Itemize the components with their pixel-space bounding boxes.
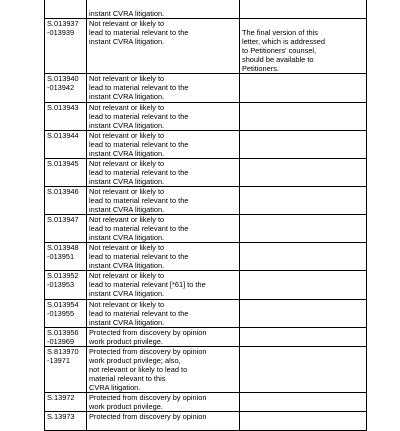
bates-number-line: S.013952 (47, 271, 79, 281)
bates-number-line: S.13972 (47, 392, 75, 402)
objection-line (89, 55, 237, 64)
notes-line (242, 187, 364, 196)
bates-number-cell (45, 0, 87, 19)
objection-line: lead to material relevant to the (89, 224, 189, 234)
notes-cell (240, 19, 367, 74)
notes-cell (240, 215, 367, 243)
bates-number-line: -013939 (47, 28, 75, 38)
objection-cell (87, 327, 240, 346)
objection-line (89, 421, 237, 430)
objection-cell (87, 158, 240, 186)
bates-number-line: S.013956 (47, 327, 79, 337)
bates-number-line: S.013940 (47, 74, 79, 84)
objection-cell (87, 19, 240, 74)
notes-line: letter, which is addressed (242, 37, 325, 47)
notes-line (242, 159, 364, 168)
bates-number-line (47, 205, 84, 214)
notes-line (242, 328, 364, 337)
bates-number-line (47, 140, 84, 149)
objection-line: Protected from discovery by opinion (89, 346, 207, 356)
bates-number-line (47, 92, 84, 101)
bates-number-line: S.013947 (47, 215, 79, 225)
bates-number-line (47, 365, 84, 374)
objection-cell (87, 74, 240, 102)
bates-number-line: -013951 (47, 252, 75, 262)
objection-line: Protected from discovery by opinion (89, 327, 207, 337)
objection-line: instant CVRA litigation. (89, 37, 165, 47)
table-row (45, 102, 367, 130)
objection-line: lead to material relevant to the (89, 195, 189, 205)
notes-line (242, 92, 364, 101)
bates-number-cell (45, 215, 87, 243)
table-row (45, 243, 367, 271)
bates-number-cell (45, 299, 87, 327)
table-row (45, 271, 367, 299)
bates-number-line (47, 46, 84, 55)
table-row (45, 215, 367, 243)
bates-number-line (47, 374, 84, 383)
objection-cell (87, 346, 240, 392)
bates-number-line (47, 149, 84, 158)
table-row (45, 392, 367, 411)
bates-number-line (47, 37, 84, 46)
objection-line: Not relevant or likely to (89, 271, 165, 281)
bates-number-line: -013955 (47, 308, 75, 318)
bates-number-line: S.013943 (47, 102, 79, 112)
objection-cell (87, 102, 240, 130)
objection-line: not relevant or likely to lead to (89, 364, 188, 374)
notes-line (242, 356, 364, 365)
bates-number-line (47, 0, 84, 9)
notes-line (242, 383, 364, 392)
bates-number-line: S.013946 (47, 186, 79, 196)
notes-line: to Petitioners' counsel, (242, 46, 317, 56)
bates-number-line: -013942 (47, 83, 75, 93)
bates-number-line (47, 55, 84, 64)
notes-cell (240, 186, 367, 214)
objection-line: lead to material relevant to the (89, 83, 189, 93)
notes-line (242, 318, 364, 327)
objection-line: lead to material relevant to the (89, 139, 189, 149)
notes-line (242, 83, 364, 92)
notes-line (242, 74, 364, 83)
table-row (45, 412, 367, 431)
objection-line: lead to material relevant to the (89, 167, 189, 177)
notes-line (242, 393, 364, 402)
notes-cell (240, 158, 367, 186)
table-row (45, 299, 367, 327)
notes-line (242, 252, 364, 261)
bates-number-line: S.013937 (47, 19, 79, 29)
bates-number-line: -13971 (47, 355, 71, 365)
bates-number-line: S.013954 (47, 299, 79, 309)
objection-line: Protected from discovery by opinion (89, 392, 207, 402)
notes-line (242, 121, 364, 130)
bates-number-line: -013969 (47, 336, 75, 346)
objection-cell (87, 186, 240, 214)
objection-line: instant CVRA litigation. (89, 233, 165, 243)
bates-number-line: S.013948 (47, 243, 79, 253)
notes-cell (240, 327, 367, 346)
notes-line: should be available to (242, 55, 314, 65)
notes-line (242, 131, 364, 140)
notes-line (242, 149, 364, 158)
bates-number-line: S.013945 (47, 158, 79, 168)
objection-line: work product privilege; also, (89, 355, 181, 365)
objection-cell (87, 412, 240, 431)
notes-line (242, 289, 364, 298)
objection-line (89, 0, 237, 9)
objection-cell (87, 271, 240, 299)
notes-line (242, 9, 364, 18)
objection-line: lead to material relevant to the (89, 308, 189, 318)
objection-cell (87, 299, 240, 327)
notes-line (242, 0, 364, 9)
bates-number-cell (45, 392, 87, 411)
objection-cell (87, 130, 240, 158)
objection-line: Not relevant or likely to (89, 102, 165, 112)
bates-number-line (47, 64, 84, 73)
notes-cell (240, 243, 367, 271)
objection-line: lead to material relevant [*61] to the (89, 280, 206, 290)
bates-number-line (47, 168, 84, 177)
objection-line: material relevant to this (89, 373, 166, 383)
bates-number-line: -013953 (47, 280, 75, 290)
objection-line: Not relevant or likely to (89, 299, 165, 309)
objection-line: Not relevant or likely to (89, 215, 165, 225)
notes-line (242, 215, 364, 224)
notes-line (242, 421, 364, 430)
notes-cell (240, 346, 367, 392)
objection-line: instant CVRA litigation. (89, 205, 165, 215)
objection-line (89, 46, 237, 55)
bates-number-cell (45, 412, 87, 431)
bates-number-line (47, 402, 84, 411)
notes-cell (240, 102, 367, 130)
bates-number-line (47, 289, 84, 298)
notes-cell (240, 74, 367, 102)
bates-number-line (47, 421, 84, 430)
objection-line: instant CVRA litigation. (89, 317, 165, 327)
objection-line: instant CVRA litigation. (89, 176, 165, 186)
notes-line (242, 337, 364, 346)
objection-line: work product privilege. (89, 336, 163, 346)
objection-cell (87, 243, 240, 271)
notes-cell (240, 412, 367, 431)
bates-number-cell (45, 327, 87, 346)
table-row (45, 186, 367, 214)
notes-cell (240, 299, 367, 327)
objection-cell (87, 215, 240, 243)
privilege-log-table (44, 0, 367, 431)
table-row (45, 0, 367, 19)
bates-number-line (47, 383, 84, 392)
notes-line (242, 233, 364, 242)
notes-line (242, 19, 364, 28)
bates-number-cell (45, 130, 87, 158)
objection-line: Not relevant or likely to (89, 186, 165, 196)
objection-line: instant CVRA litigation. (89, 120, 165, 130)
objection-line: lead to material relevant to the (89, 111, 189, 121)
bates-number-cell (45, 243, 87, 271)
table-row (45, 158, 367, 186)
notes-line (242, 271, 364, 280)
notes-line (242, 347, 364, 356)
bates-number-line: S.13973 (47, 412, 75, 422)
bates-number-cell (45, 346, 87, 392)
objection-cell (87, 392, 240, 411)
objection-line: Not relevant or likely to (89, 243, 165, 253)
notes-line (242, 177, 364, 186)
bates-number-cell (45, 102, 87, 130)
bates-number-cell (45, 158, 87, 186)
notes-cell (240, 392, 367, 411)
notes-cell (240, 130, 367, 158)
notes-line (242, 412, 364, 421)
notes-line (242, 224, 364, 233)
notes-line (242, 243, 364, 252)
objection-line: instant CVRA litigation. (89, 92, 165, 102)
table-row (45, 74, 367, 102)
notes-line (242, 103, 364, 112)
bates-number-line (47, 261, 84, 270)
bates-number-cell (45, 74, 87, 102)
notes-line (242, 374, 364, 383)
bates-number-cell (45, 271, 87, 299)
notes-line: Petitioners. (242, 64, 279, 74)
objection-line: instant CVRA litigation. (89, 148, 165, 158)
notes-line (242, 196, 364, 205)
notes-line (242, 300, 364, 309)
bates-number-line (47, 112, 84, 121)
bates-number-line (47, 233, 84, 242)
notes-line (242, 140, 364, 149)
notes-line (242, 112, 364, 121)
objection-line: Not relevant or likely to (89, 74, 165, 84)
notes-line (242, 309, 364, 318)
privilege-log-rows (45, 0, 367, 431)
notes-cell (240, 271, 367, 299)
objection-line: work product privilege. (89, 402, 163, 412)
objection-line: instant CVRA litigation. (89, 261, 165, 271)
table-row (45, 346, 367, 392)
notes-line (242, 280, 364, 289)
objection-cell (87, 0, 240, 19)
bates-number-line (47, 318, 84, 327)
objection-line: instant CVRA litigation. (89, 289, 165, 299)
notes-cell (240, 0, 367, 19)
table-row (45, 327, 367, 346)
bates-number-line: S.813970 (47, 346, 79, 356)
objection-line: Not relevant or likely to (89, 130, 165, 140)
notes-line (242, 365, 364, 374)
objection-line: lead to material relevant to the (89, 252, 189, 262)
table-row (45, 19, 367, 74)
bates-number-line (47, 121, 84, 130)
objection-line: lead to material relevant to the (89, 28, 189, 38)
notes-line (242, 402, 364, 411)
bates-number-cell (45, 186, 87, 214)
bates-number-line (47, 177, 84, 186)
notes-line (242, 205, 364, 214)
objection-line: Protected from discovery by opinion (89, 412, 207, 422)
bates-number-line (47, 224, 84, 233)
bates-number-line: S.013944 (47, 130, 79, 140)
objection-line: Not relevant or likely to (89, 19, 165, 29)
objection-line: Not relevant or likely to (89, 158, 165, 168)
bates-number-line (47, 196, 84, 205)
table-row (45, 130, 367, 158)
notes-line (242, 261, 364, 270)
notes-line: The final version of this (242, 28, 318, 38)
objection-line (89, 64, 237, 73)
objection-line: instant CVRA litigation. (89, 9, 165, 19)
bates-number-line (47, 9, 84, 18)
bates-number-cell (45, 19, 87, 74)
objection-line: CVRA litigation. (89, 382, 141, 392)
notes-line (242, 168, 364, 177)
